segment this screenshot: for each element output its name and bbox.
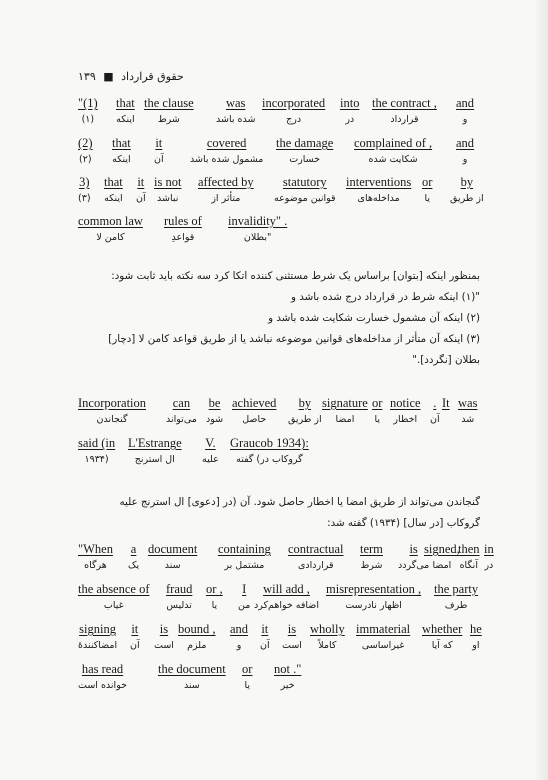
header-page-number: ۱۳۹ — [78, 70, 96, 83]
word: the absence of غیاب — [78, 582, 150, 611]
running-header — [74, 70, 234, 83]
word: he او — [470, 622, 482, 651]
header-square-icon: ■ — [103, 70, 114, 83]
word: notice اخطار — [390, 396, 421, 425]
word: affected by متأثر از — [198, 175, 254, 204]
word: then آنگاه — [458, 542, 480, 571]
word: has read خوانده است — [78, 662, 127, 691]
word: . آن — [430, 396, 440, 425]
word: containing مشتمل بر — [218, 542, 271, 571]
word: the document سند — [158, 662, 226, 691]
interlinear-row-4 — [78, 214, 478, 252]
word: bound , ملزم — [178, 622, 216, 651]
interlinear-row-6 — [78, 436, 478, 474]
word: signing امضاکنندهٔ — [78, 622, 118, 651]
word: it آن — [154, 136, 164, 165]
word: the damage خسارت — [276, 136, 334, 165]
word: signed, امضا — [424, 542, 460, 571]
word: that اینکه — [116, 96, 135, 125]
word: (2) (۲) — [78, 136, 93, 165]
word: immaterial غیراساسی — [356, 622, 411, 651]
word: can می‌تواند — [166, 396, 197, 425]
word: in در — [484, 542, 494, 571]
interlinear-row-1 — [78, 96, 478, 134]
word: Incorporation گنجاندن — [78, 396, 147, 425]
word: or , یا — [206, 582, 223, 611]
word: common law کامن لا — [78, 214, 143, 243]
interlinear-row-9 — [78, 622, 482, 660]
word: was شد — [458, 396, 478, 425]
page-spine-shadow — [534, 0, 548, 780]
word: L'Estrange ال استرنج — [128, 436, 182, 465]
word: term شرط — [360, 542, 383, 571]
word: achieved حاصل — [232, 396, 277, 425]
word: or یا — [242, 662, 253, 691]
word: by از طریق — [450, 175, 484, 204]
word: contractual قراردادی — [288, 542, 344, 571]
word: 3) (۳) — [78, 175, 91, 204]
word: be شود — [206, 396, 224, 425]
word: and و — [456, 96, 475, 125]
word: "(1) (۱) — [78, 96, 98, 125]
interlinear-row-7 — [78, 542, 494, 580]
word: interventions مداخله‌های — [346, 175, 412, 204]
word: that اینکه — [112, 136, 131, 165]
interlinear-row-8 — [78, 582, 478, 620]
word: V. علیه — [202, 436, 219, 465]
word: is می‌گردد — [398, 542, 430, 571]
interlinear-row-5 — [78, 396, 478, 434]
word: is است — [282, 622, 302, 651]
word: it آن — [130, 622, 140, 651]
word: the clause شرط — [144, 96, 194, 125]
word: it آن — [260, 622, 270, 651]
word: that اینکه — [104, 175, 123, 204]
word: complained of , شکایت شده — [354, 136, 433, 165]
word: is not نباشد — [154, 175, 182, 204]
word: wholly کاملاً — [310, 622, 345, 651]
persian-translation-paragraph-2: گنجاندن می‌تواند از طریق امضا یا اخطار حاصل شود. آن (در [دعوی] ال استرنج علیه گروکاب [در سال] (۱۹۳۴) گفته شد: — [119, 496, 480, 529]
word: Graucob 1934): گروکاب در) گفته — [230, 436, 309, 465]
word: incorporated درج — [262, 96, 326, 125]
word: and و — [456, 136, 475, 165]
word: It — [442, 396, 450, 410]
word: not ." خیر — [274, 662, 302, 691]
interlinear-row-2 — [78, 136, 478, 174]
word: a یک — [128, 542, 140, 571]
word: is است — [154, 622, 174, 651]
word: rules of قواعدِ — [164, 214, 202, 243]
word: signature امضا — [322, 396, 368, 425]
interlinear-row-3 — [78, 175, 484, 213]
word: misrepresentation , اظهار نادرست — [326, 582, 422, 611]
word: and و — [230, 622, 249, 651]
word: invalidity" . "بطلان — [228, 214, 288, 243]
word: or یا — [372, 396, 383, 425]
word: document سند — [148, 542, 198, 571]
interlinear-row-10 — [78, 662, 478, 700]
word: will add , اضافه خواهم‌کرد — [254, 582, 320, 611]
word: it آن — [136, 175, 146, 204]
word: fraud تدلیس — [166, 582, 193, 611]
word: I من — [238, 582, 251, 611]
word: the contract , قرارداد — [372, 96, 437, 125]
word: "When هرگاه — [78, 542, 113, 571]
persian-translation-paragraph-1: بمنظور اینکه [بتوان] براساس یک شرط مستثنی کننده اتکا کرد سه نکته باید ثابت شود: "(۱) اینکه شرط در قرارداد درج شده باشد و (۲) اینکه آن مشمول خسارت شکایت شده باشد و (۳) اینکه آن متأثر از مداخله‌های قوانین موضوعه نباشد یا از طریق قواعد کامن لا [دچار] بطلان [نگردد]." — [108, 270, 480, 366]
word: covered مشمول شده باشد — [190, 136, 264, 165]
word: said (in (۱۹۳۴ — [78, 436, 116, 465]
word: into در — [340, 96, 360, 125]
word: statutory قوانین موضوعه — [274, 175, 336, 204]
word: whether که آیا — [422, 622, 463, 651]
word: or یا — [422, 175, 433, 204]
word: the party طرف — [434, 582, 479, 611]
word: was شده باشد — [216, 96, 256, 125]
word: by از طریق — [288, 396, 322, 425]
header-title: حقوق قرارداد — [121, 70, 184, 83]
